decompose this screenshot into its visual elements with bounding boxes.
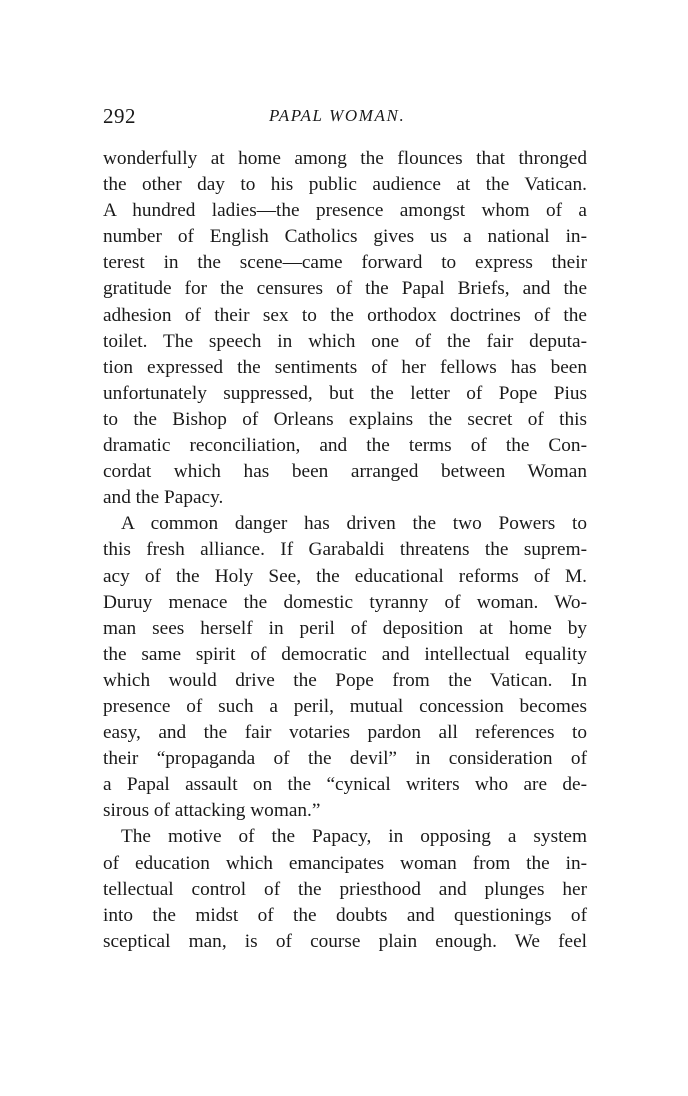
text-line: to the Bishop of Orleans explains the secret of this [103, 408, 587, 430]
text-line: presence of such a peril, mutual concession becomes [103, 695, 587, 717]
text-line: number of English Catholics gives us a national in- [103, 226, 587, 248]
text-line: man sees herself in peril of deposition at home by [103, 617, 587, 639]
page-number: 292 [103, 104, 136, 128]
text-line: adhesion of their sex to the orthodox doctrines of the [103, 304, 587, 326]
text-line: this fresh alliance. If Garabaldi threatens the suprem- [103, 539, 587, 561]
paragraph-end-line: and the Papacy. [103, 487, 224, 509]
text-line: cordat which has been arranged between Woman [103, 461, 587, 483]
text-line: the other day to his public audience at the Vatican. [103, 174, 587, 196]
text-line: tion expressed the sentiments of her fellows has been [103, 356, 587, 378]
text-line: sceptical man, is of course plain enough. We feel [103, 930, 587, 952]
text-line: wonderfully at home among the flounces that thronged [103, 148, 587, 169]
text-line: into the midst of the doubts and questionings of [103, 904, 587, 926]
text-line: tellectual control of the priesthood and plunges her [103, 878, 587, 900]
running-head: PAPAL WOMAN. [269, 106, 406, 125]
text-line: toilet. The speech in which one of the fair deputa- [103, 330, 587, 352]
text-line: which would drive the Pope from the Vatican. In [103, 669, 587, 691]
text-line: the same spirit of democratic and intellectual equality [103, 643, 587, 665]
page-header [103, 104, 587, 134]
text-line: unfortunately suppressed, but the letter of Pope Pius [103, 382, 587, 404]
text-line: dramatic reconciliation, and the terms of the Con- [103, 435, 587, 457]
paragraph-start-line: A common danger has driven the two Powers to [121, 513, 587, 535]
text-line: easy, and the fair votaries pardon all references to [103, 722, 587, 744]
text-line: gratitude for the censures of the Papal Briefs, and the [103, 278, 587, 300]
text-line: Duruy menace the domestic tyranny of woman. Wo- [103, 591, 587, 613]
paragraph-start-line: The motive of the Papacy, in opposing a system [121, 826, 587, 848]
text-line: a Papal assault on the “cynical writers who are de- [103, 774, 587, 796]
text-line: A hundred ladies—the presence amongst whom of a [103, 200, 587, 222]
text-line: acy of the Holy See, the educational reforms of M. [103, 565, 587, 587]
body-text [103, 146, 587, 955]
text-line: terest in the scene—came forward to express their [103, 252, 587, 274]
paragraph-end-line: sirous of attacking woman.” [103, 800, 321, 822]
text-line: of education which emancipates woman from the in- [103, 852, 587, 874]
text-line: their “propaganda of the devil” in consideration of [103, 748, 587, 770]
